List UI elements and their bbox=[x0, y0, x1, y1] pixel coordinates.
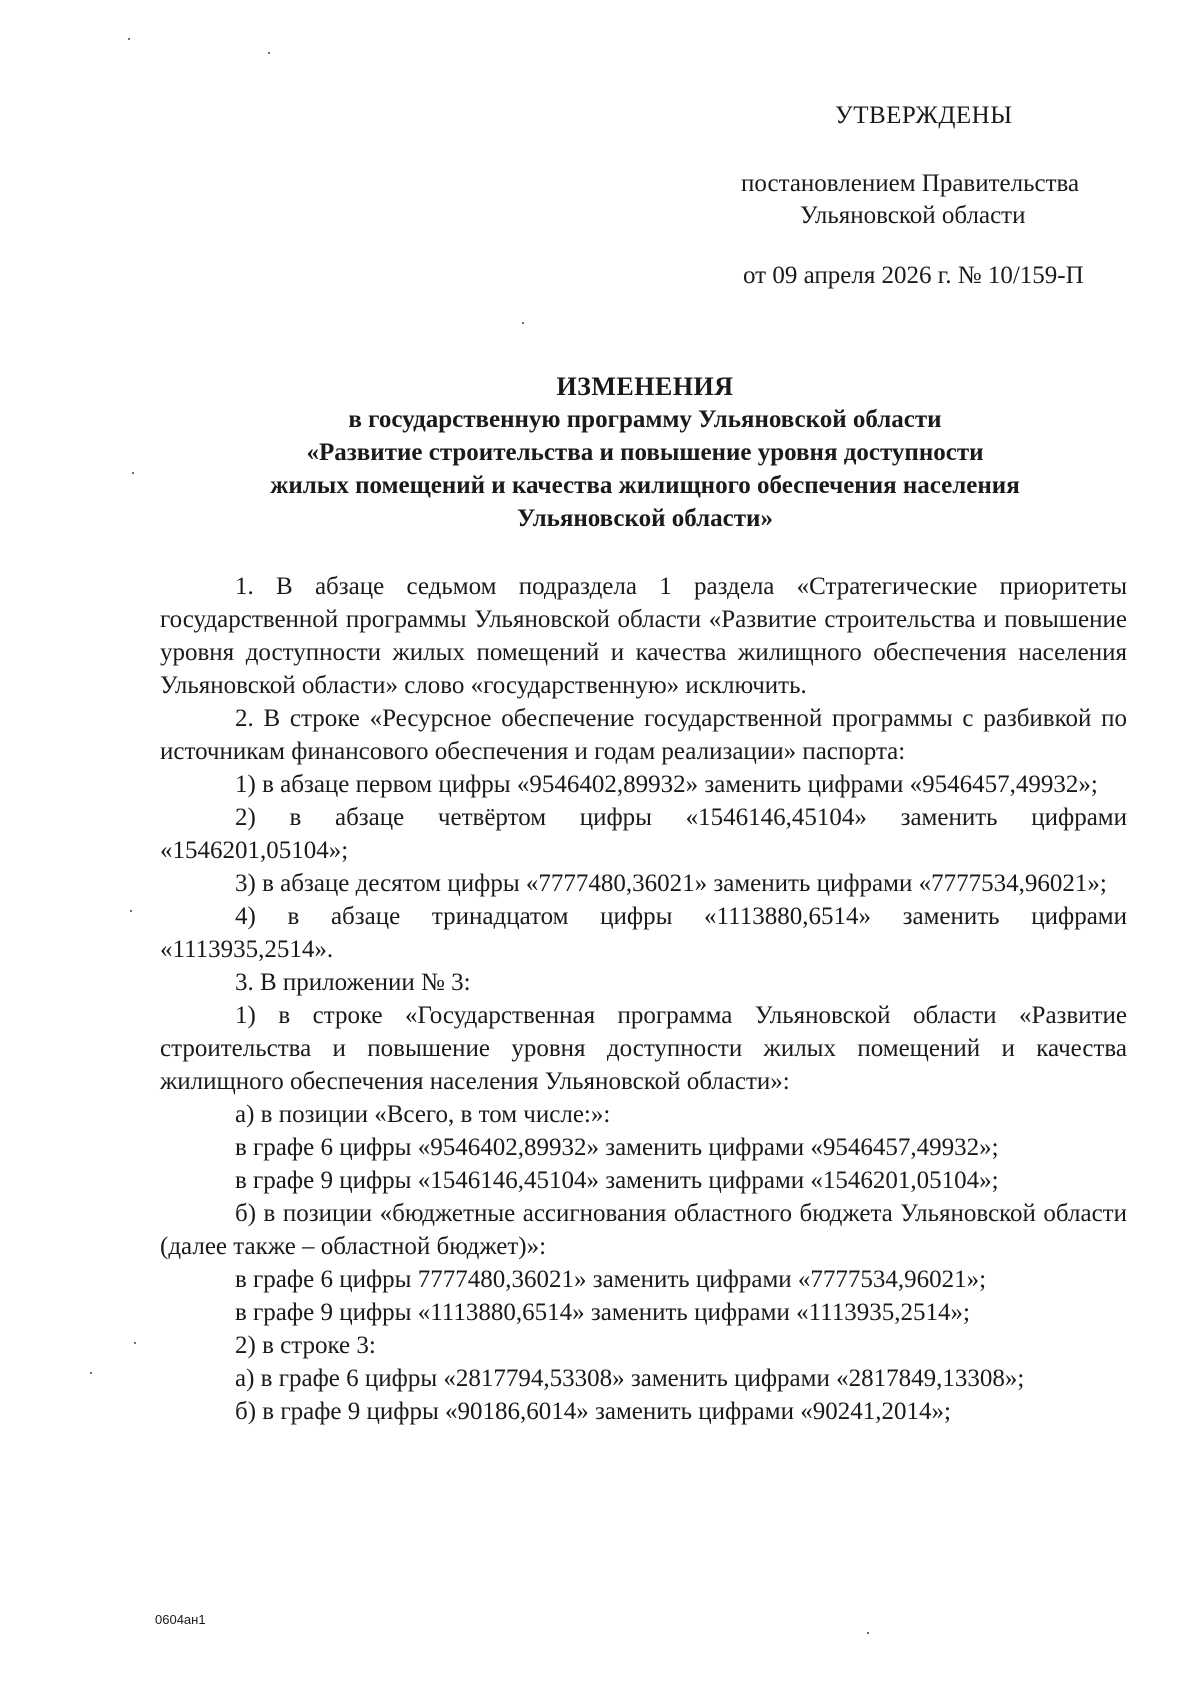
approval-title: УТВЕРЖДЕНЫ bbox=[835, 102, 1013, 129]
scan-speck bbox=[132, 472, 134, 474]
paragraph-item-3-1-a: а) в позиции «Всего, в том числе:»: bbox=[235, 1101, 611, 1128]
paragraph-item-3-1-b: б) в позиции «бюджетные ассигнования областного бюджета Ульяновской области (далее также – областной бюджет)»: bbox=[160, 1200, 1127, 1260]
heading-title: ИЗМЕНЕНИЯ bbox=[556, 372, 734, 401]
scan-speck bbox=[268, 52, 270, 54]
approval-line-1: постановлением Правительства bbox=[741, 170, 1080, 197]
paragraph-item-3-2: 2) в строке 3: bbox=[235, 1332, 376, 1359]
paragraph-item-1: 1. В абзаце седьмом подраздела 1 раздела «Стратегические приоритеты государственной программы Ульяновской области «Развитие строительства и повышение уровня доступности жилых помещений и качества жилищного обеспечения населения Ульяновской области» слово «государственную» исключить. bbox=[160, 573, 1127, 699]
heading-line-4: жилых помещений и качества жилищного обеспечения населения bbox=[270, 472, 1020, 499]
paragraph-item-3-2-a: а) в графе 6 цифры «2817794,53308» заменить цифрами «2817849,13308»; bbox=[235, 1365, 1025, 1392]
paragraph-item-2: 2. В строке «Ресурсное обеспечение государственной программы с разбивкой по источникам финансового обеспечения и годам реализации» паспорта: bbox=[160, 705, 1127, 765]
paragraph-item-2-1: 1) в абзаце первом цифры «9546402,89932» заменить цифрами «9546457,49932»; bbox=[235, 771, 1098, 798]
heading-line-3: «Развитие строительства и повышение уровня доступности bbox=[306, 439, 984, 466]
paragraph-item-2-2: 2) в абзаце четвёртом цифры «1546146,45104» заменить цифрами «1546201,05104»; bbox=[160, 804, 1127, 864]
document-body bbox=[160, 570, 1127, 1428]
heading-line-5: Ульяновской области» bbox=[517, 505, 773, 532]
scan-speck bbox=[867, 1632, 869, 1634]
scan-speck bbox=[128, 38, 130, 40]
paragraph-item-3-1-a-col9: в графе 9 цифры «1546146,45104» заменить цифрами «1546201,05104»; bbox=[235, 1167, 999, 1194]
paragraph-item-3-1-a-col6: в графе 6 цифры «9546402,89932» заменить цифрами «9546457,49932»; bbox=[235, 1134, 999, 1161]
heading-line-2: в государственную программу Ульяновской области bbox=[348, 406, 942, 433]
paragraph-item-2-3: 3) в абзаце десятом цифры «7777480,36021» заменить цифрами «7777534,96021»; bbox=[235, 870, 1107, 897]
paragraph-item-2-4: 4) в абзаце тринадцатом цифры «1113880,6514» заменить цифрами «1113935,2514». bbox=[160, 903, 1127, 963]
paragraph-item-3-1: 1) в строке «Государственная программа Ульяновской области «Развитие строительства и повышение уровня доступности жилых помещений и качества жилищного обеспечения населения Ульяновской области»: bbox=[160, 1002, 1127, 1095]
document-heading bbox=[160, 370, 1130, 535]
paragraph-item-3-2-b: б) в графе 9 цифры «90186,6014» заменить цифрами «90241,2014»; bbox=[235, 1398, 951, 1425]
approval-line-2: Ульяновской области bbox=[800, 202, 1026, 229]
scan-speck bbox=[90, 1372, 92, 1374]
paragraph-item-3-1-b-col6: в графе 6 цифры 7777480,36021» заменить цифрами «7777534,96021»; bbox=[235, 1266, 987, 1293]
footer-document-code: 0604ан1 bbox=[155, 1612, 206, 1627]
paragraph-item-3: 3. В приложении № 3: bbox=[235, 969, 471, 996]
approval-date-number: от 09 апреля 2026 г. № 10/159-П bbox=[743, 262, 1084, 289]
scan-speck bbox=[522, 322, 524, 324]
scan-speck bbox=[130, 910, 132, 912]
paragraph-item-3-1-b-col9: в графе 9 цифры «1113880,6514» заменить цифрами «1113935,2514»; bbox=[235, 1299, 970, 1326]
scan-speck bbox=[134, 1342, 136, 1344]
